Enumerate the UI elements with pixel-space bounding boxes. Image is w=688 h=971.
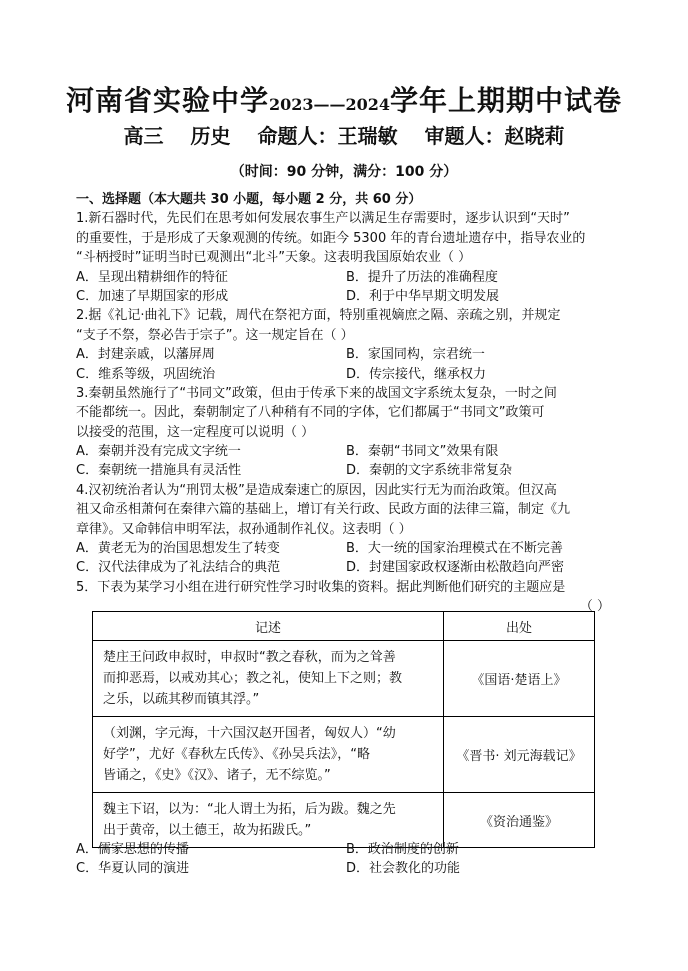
- q3-option-d[interactable]: D．秦朝的文字系统非常复杂: [346, 463, 513, 479]
- q2-option-b[interactable]: B．家国同构，宗君统一: [346, 347, 485, 363]
- q3-option-c[interactable]: C．秦朝统一措施具有灵活性: [76, 463, 242, 479]
- q1-options-row: [76, 287, 616, 306]
- q4-options-row: [76, 539, 616, 558]
- q4-option-d[interactable]: D．封建国家政权逐渐由松散趋向严密: [346, 560, 565, 576]
- q5-options: [76, 840, 616, 879]
- q1-line: 的重要性，于是形成了天象观测的传统。如距今 5300 年的青台遗址遗存中，指导农业的: [76, 230, 586, 246]
- q4-option-c[interactable]: C．汉代法律成为了礼法结合的典范: [76, 560, 281, 576]
- record-line: 出于黄帝，以土德王，故为拓跋氏。”: [103, 823, 312, 838]
- q3-line: 3.秦朝虽然施行了“书同文”政策，但由于传承下来的战国文字系统太复杂，一时之间: [76, 385, 557, 401]
- record-line: 好学”，尤好《春秋左氏传》、《孙吴兵法》，“略: [103, 747, 370, 762]
- q5-option-a[interactable]: A．儒家思想的传播: [76, 842, 189, 857]
- table-row: [93, 641, 595, 717]
- q4-line: 祖又命丞相萧何在秦律六篇的基础上，增订有关行政、民政方面的法律三篇，制定《九: [76, 502, 571, 518]
- questions-body: [76, 190, 616, 617]
- q1-line: 1.新石器时代，先民们在思考如何发展农事生产以满足生存需要时，逐步认识到“天时”: [76, 211, 570, 227]
- q1-option-a[interactable]: A．呈现出精耕细作的特征: [76, 269, 228, 285]
- q3-line: 以接受的范围，这一定程度可以说明（ ）: [76, 424, 315, 440]
- q4-option-a[interactable]: A．黄老无为的治国思想发生了转变: [76, 541, 280, 557]
- subject-label: 历史: [190, 124, 231, 148]
- exam-title-school: 河南省实验中学: [65, 84, 269, 117]
- exam-title-term: 学年上期期中试卷: [390, 84, 623, 117]
- q5-answer-paren: （ ）: [579, 599, 610, 615]
- q1-option-d[interactable]: D．利于中华早期文明发展: [346, 288, 500, 304]
- table-header-source: 出处: [444, 612, 595, 641]
- exam-subtitle: [0, 120, 688, 149]
- table-cell-record: [93, 717, 444, 793]
- grade-label: 高三: [123, 124, 164, 148]
- q1-option-b[interactable]: B．提升了历法的准确程度: [346, 269, 498, 285]
- table-cell-source: 《资治通鉴》: [444, 793, 595, 848]
- q3-option-a[interactable]: A．秦朝并没有完成文字统一: [76, 444, 241, 460]
- table-cell-source: 《国语·楚语上》: [444, 641, 595, 717]
- q5-line: 5．下表为某学习小组在进行研究性学习时收集的资料。据此判断他们研究的主题应是: [76, 579, 566, 595]
- q4-line: 4.汉初统治者认为“刑罚太极”是造成秦速亡的原因，因此实行无为而治政策。但汉高: [76, 482, 557, 498]
- q5-options-row: [76, 840, 616, 859]
- q5-option-c[interactable]: C．华夏认同的演进: [76, 861, 190, 877]
- q1-line: “斗柄授时”证明当时已观测出“北斗”天象。这表明我国原始农业（ ）: [76, 250, 472, 266]
- q2-option-a[interactable]: A．封建亲戚，以藩屏周: [76, 347, 215, 363]
- q2-option-d[interactable]: D．传宗接代，继承权力: [346, 366, 487, 382]
- table-cell-record: [93, 641, 444, 717]
- exam-title: [0, 79, 688, 119]
- q4-options-row: [76, 558, 616, 577]
- q1-options-row: [76, 268, 616, 287]
- q2-line: 2.据《礼记·曲礼下》记载，周代在祭祀方面，特别重视嫡庶之隔、亲疏之别，并规定: [76, 308, 561, 324]
- q4-option-b[interactable]: B．大一统的国家治理模式在不断完善: [346, 541, 563, 557]
- table-header-record: 记述: [93, 612, 444, 641]
- q3-line: 不能都统一。因此，秦朝制定了八种稍有不同的字体，它们都属于“书同文”政策可: [76, 405, 545, 421]
- exam-title-years: 2023——2024: [268, 95, 391, 114]
- table-row: [93, 717, 595, 793]
- record-line: 皆诵之，《史》《汉》、诸子，无不综览。”: [103, 768, 331, 783]
- section-heading: 一、选择题（本大题共 30 小题，每小题 2 分，共 60 分）: [76, 192, 422, 207]
- q2-option-c[interactable]: C．维系等级，巩固统治: [76, 366, 216, 382]
- q5-source-table: [92, 611, 595, 848]
- q2-options-row: [76, 345, 616, 364]
- q3-options-row: [76, 461, 616, 480]
- setter-label: 命题人：王瑞敏: [257, 124, 398, 148]
- q3-options-row: [76, 442, 616, 461]
- record-line: 楚庄王问政申叔时，申叔时“教之春秋，而为之耸善: [103, 650, 396, 665]
- q1-option-c[interactable]: C．加速了早期国家的形成: [76, 288, 229, 304]
- record-line: 魏主下诏，以为：“北人谓土为拓，后为跋。魏之先: [103, 802, 396, 817]
- q5-option-b[interactable]: B．政治制度的创新: [346, 842, 459, 857]
- time-info: （时间：90 分钟，满分：100 分）: [230, 164, 458, 180]
- q4-line: 章律》。又命韩信申明军法，叔孙通制作礼仪。这表明（ ）: [76, 521, 412, 537]
- table-cell-source: 《晋书· 刘元海载记》: [444, 717, 595, 793]
- record-line: 而抑恶焉，以戒劝其心；教之礼，使知上下之则；教: [103, 671, 403, 686]
- q2-line: “支子不祭，祭必告于宗子”。这一规定旨在（ ）: [76, 327, 354, 343]
- table-header-row: [93, 612, 595, 641]
- q2-options-row: [76, 365, 616, 384]
- record-line: （刘渊，字元海，十六国汉赵开国者，匈奴人）“幼: [103, 726, 396, 741]
- record-line: 之乐，以疏其秽而镇其浮。”: [103, 692, 260, 707]
- reviewer-label: 审题人：赵晓莉: [424, 124, 565, 148]
- q5-options-row: [76, 859, 616, 878]
- q3-option-b[interactable]: B．秦朝“书同文”效果有限: [346, 444, 499, 460]
- q5-option-d[interactable]: D．社会教化的功能: [346, 861, 461, 877]
